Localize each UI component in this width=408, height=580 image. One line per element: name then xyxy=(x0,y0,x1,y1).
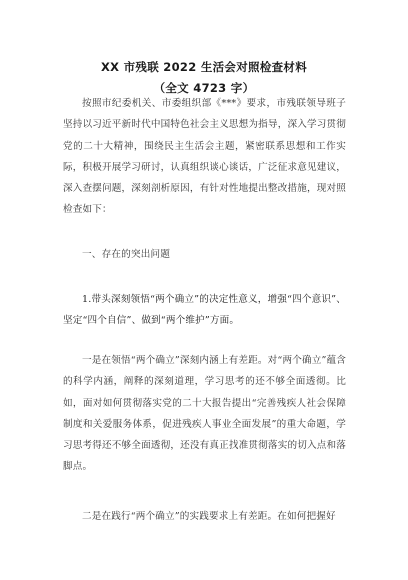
body-paragraph-1: 一是在领悟“两个确立”深刻内涵上有差距。对“两个确立”蕴含的科学内涵，阐释的深刻道理，学习思考的还不够全面透彻。比如，面对如何贯彻落实党的二十大报告提出“完善残疾人社会保障制度和关爱服务体系，促进残疾人事业全面发展”的重大命题，学习思考得还不够全面透彻，还没有真正找准贯彻落实的切入点和落脚点。 xyxy=(63,355,346,473)
section-heading: 一、存在的突出问题 xyxy=(82,249,171,260)
subsection-heading: 1.带头深刻领悟“两个确立”的决定性意义，增强“四个意识”、坚定“四个自信”、做到“两个维护”方面。 xyxy=(63,294,346,327)
body-paragraph-2: 二是在践行“两个确立”的实践要求上有差距。在如何把握好 xyxy=(82,511,336,522)
document-subtitle: （全文 4723 字） xyxy=(153,81,255,95)
document-title: XX 市残联 2022 生活会对照检查材料 xyxy=(100,60,308,74)
intro-paragraph: 按照市纪委机关、市委组织部《***》要求，市残联领导班子坚持以习近平新时代中国特色社会主义思想为指导，深入学习贯彻党的二十大精神，围绕民主生活会主题，紧密联系思想和工作实际，积极开展学习研讨，认真组织谈心谈话，广泛征求意见建议，深入查摆问题，深刻剖析原因，有针对性地提出整改措施，现对照检查如下： xyxy=(63,98,346,216)
